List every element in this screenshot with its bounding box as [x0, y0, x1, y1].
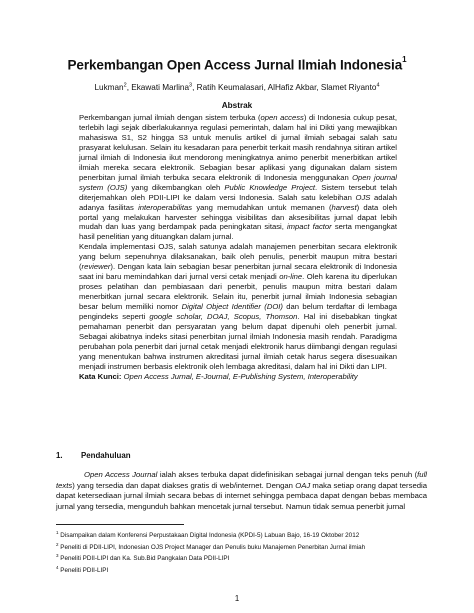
italic-text-run: google scholar, DOAJ, Scopus, Thomson [149, 312, 298, 322]
italic-text-run: open access [260, 113, 304, 122]
text-run: ) yang tersedia dan dapat diakses gratis di web/internet. Dengan [72, 480, 296, 490]
footnote-1: $^1$ Disampaikan dalam Konferensi Perpustakaan Digital Indonesia (KPDI-5) Labuan Bajo, 16-19 Oktober 2012 [56, 530, 360, 540]
text-run: Kendala implementasi OJS, salah satunya adalah manajemen penerbitan secara elektronik yang belum sepenuhnya dilaksanakan, baik oleh penulis, penerbit maupun mitra bestari ( [79, 242, 397, 272]
footnote-3: $^3$ Peneliti PDII-LIPI dan Ka. Sub.Bid Pangkalan Data PDII-LIPI [56, 553, 230, 563]
footnotes [56, 529, 436, 575]
footnote-2: $^2$ Peneliti di PDII-LIPI, Indonesian OJS Project Manager dan Penulis buku Manajemen Penerbitan Jurnal ilmiah [56, 541, 366, 551]
text-run: adalah adanya fasilitas [79, 192, 397, 212]
section-heading [56, 451, 131, 460]
text-run: ) data oleh portal yang melakukan harvester sehingga visibilitas dan aksesibilitas jurnal dapat lebih mudah dan luas yang berdampak pada peningkatan sitasi, [79, 202, 398, 232]
abstract-body [79, 113, 397, 382]
text-run: ). Dengan kata lain sebagian besar penerbitan jurnal secara elektronik di Indonesia saat ini baru memindahkan dari jurnal versi cetak menjadi [79, 262, 397, 282]
footnote-divider [56, 524, 184, 525]
keywords-label: Kata Kunci [79, 371, 119, 381]
section-number: 1. [56, 451, 63, 460]
page-number: 1 [234, 594, 240, 603]
italic-text-run: on-line [279, 272, 303, 282]
italic-text-run: reviewer [81, 262, 111, 272]
footnote-4: $^4$ Peneliti PDII-LIPI [56, 564, 109, 574]
text-run: ) di Indonesia cukup pesat, terlebih lagi sejak diberlakukannya regulasi pemerintah, dalam hal ini Dikti yang mewajibkan mahasiswa S1, S2 hingga S3 untuk menulis artikel di jurnal ilmiah sebagai salah satu prasyarat kelulusan. Selain itu kesadaran para penerbit terkait masih rendahnya sitiran artikel jurnal ilmiah di Indonesia ikut mendorong meningkatnya animo penerbit menerbitkan artikel ilmiah mereka secara elektronik. Sebagian besar aplikasi yang digunakan dalam sistem penerbitan jurnal ilmiah terbuka secara elektronik di Indonesia menggunakan [79, 113, 397, 182]
italic-text-run: harvest [331, 202, 357, 212]
text-run: serta mengangkat hasil penelitian yang dituangkan dalam jurnal. [79, 222, 397, 242]
author-3: Ratih Keumalasari, AlHafiz Akbar, Slamet Riyanto$^4$ [196, 82, 380, 92]
intro-paragraph [56, 470, 427, 513]
text-run: dan belum terdaftar di lembaga pengindeks seperti [79, 302, 397, 322]
italic-text-run: interoperabilitas [138, 202, 193, 212]
abstract-paragraph-2 [79, 242, 397, 371]
section-title: Pendahuluan [81, 451, 131, 460]
italic-text-run: OJS [355, 192, 371, 202]
author-list [0, 82, 474, 92]
abstract-heading: Abstrak [221, 101, 253, 110]
abstract-paragraph-1 [79, 113, 397, 242]
paper-title [0, 57, 474, 73]
title-footnote-marker: 1 [402, 55, 407, 64]
text-run: . Hal ini disebabkan tingkat pemahaman penerbit dan persyaratan yang belum dapat dipenuhi oleh penerbit jurnal. Sebagai akibatnya indeks sitasi penerbitan jurnal ilmiah Indonesia masih rendah. Paradigma perubahan pola penerbit dari jurnal cetak menjadi elektronik harus diimbangi dengan regulasi yang menentukan bahwa instrumen akreditasi jurnal ilmiah cetak harus segera disesuaikan menjadi instrumen berbasis elektronik oleh lembaga akreditasi, dalam hal ini Dikti dan LIPI. [79, 312, 397, 371]
text-run: yang dikembangkan oleh [127, 182, 225, 192]
italic-text-run: OAJ [295, 480, 311, 490]
text-run: yang memudahkan untuk memanen ( [192, 202, 332, 212]
text-run: Perkembangan jurnal ilmiah dengan sistem terbuka ( [79, 113, 261, 122]
text-run: . Sistem tersebut telah diterjemahkan oleh PDII-LIPI ke dalam versi Indonesia. Salah satu kelebihan [79, 182, 397, 202]
text-run: . Oleh karena itu diperlukan proses pelatihan dan pembiasaan dari penerbit, penulis maupun mitra bestari dalam menerbitkan jurnal secara elektronik. Selain itu, penerbit jurnal ilmiah Indonesia sebagian besar belum memiliki nomor [79, 272, 397, 312]
author-1: Lukman$^2$, [94, 82, 132, 92]
italic-text-run: impact factor [286, 222, 332, 232]
italic-text-run: Digital Object Identifier (DOI) [181, 302, 283, 312]
keywords-text: Open Access Jurnal, E-Journal, E-Publishing System, Interoperability [123, 371, 358, 381]
italic-text-run: Public Knowledge Project [224, 182, 316, 192]
italic-text-run: full texts [56, 470, 427, 490]
text-run: ialah akses terbuka dapat didefinisikan sebagai jurnal dengan teks penuh ( [157, 470, 418, 479]
italic-text-run: Open journal system (OJS) [79, 172, 397, 192]
author-2: Ekawati Marlina$^3$, [131, 82, 197, 92]
title-text: Perkembangan Open Access Jurnal Ilmiah Indonesia [67, 57, 403, 73]
keywords-line: Kata Kunci: Open Access Jurnal, E-Journal, E-Publishing System, Interoperability [79, 371, 358, 381]
intro-body [56, 470, 427, 513]
italic-text-run: Open Access Journal [84, 470, 158, 479]
text-run: maka setiap orang dapat tersedia dapat ketersediaan jurnal ilmiah secara bebas di internet sehingga pembaca dapat dengan bebas membaca jurnal yang tersedia, mengunduh bahkan mencetak jurnal tersebut. Namun tidak semua penerbit jurnal [56, 480, 427, 512]
